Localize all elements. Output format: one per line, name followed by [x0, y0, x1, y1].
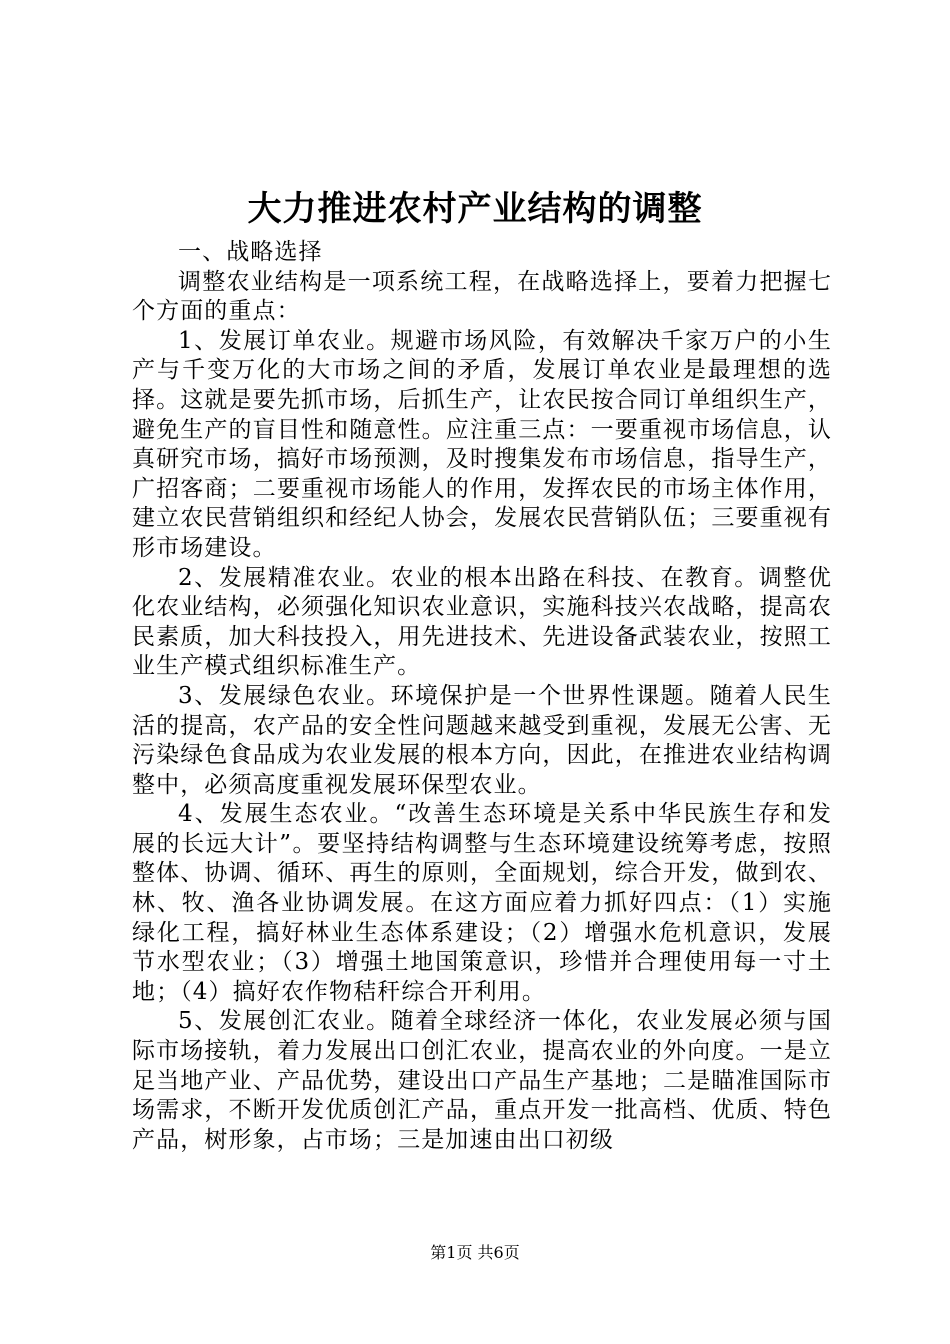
- paragraph-green-agriculture: 3、发展绿色农业。环境保护是一个世界性课题。随着人民生活的提高，农产品的安全性问题越来越受到重视，发展无公害、无污染绿色食品成为农业发展的根本方向，因此，在推进农业结构调整中，必须高度重视发展环保型农业。: [132, 682, 832, 798]
- document-title: 大力推进农村产业结构的调整: [247, 189, 703, 229]
- paragraph-order-agriculture: 1、发展订单农业。规避市场风险，有效解决千家万户的小生产与千变万化的大市场之间的矛盾，发展订单农业是最理想的选择。这就是要先抓市场，后抓生产，让农民按合同订单组织生产，避免生产的盲目性和随意性。应注重三点：一要重视市场信息，认真研究市场，搞好市场预测，及时搜集发布市场信息，指导生产，广招客商；二要重视市场能人的作用，发挥农民的市场主体作用，建立农民营销组织和经纪人协会，发展农民营销队伍；三要重视有形市场建设。: [132, 327, 832, 561]
- paragraph-export-agriculture: 5、发展创汇农业。随着全球经济一体化，农业发展必须与国际市场接轨，着力发展出口创汇农业，提高农业的外向度。一是立足当地产业、产品优势，建设出口产品生产基地；二是瞄准国际市场需求，不断开发优质创汇产品，重点开发一批高档、优质、特色产品，树形象，占市场；三是加速由出口初级: [132, 1008, 832, 1153]
- document-body: [132, 238, 832, 1155]
- paragraph-precision-agriculture: 2、发展精准农业。农业的根本出路在科技、在教育。调整优化农业结构，必须强化知识农业意识，实施科技兴农战略，提高农民素质，加大科技投入，用先进技术、先进设备武装农业，按照工业生产模式组织标准生产。: [132, 564, 832, 680]
- page-footer: 第1页 共6页: [430, 1243, 520, 1262]
- section-heading: 一、战略选择: [178, 239, 323, 265]
- intro-paragraph: 调整农业结构是一项系统工程，在战略选择上，要着力把握七个方面的重点：: [132, 268, 832, 325]
- paragraph-ecological-agriculture: 4、发展生态农业。“改善生态环境是关系中华民族生存和发展的长远大计”。要坚持结构调整与生态环境建设统筹考虑，按照整体、协调、循环、再生的原则，全面规划，综合开发，做到农、林、牧、渔各业协调发展。在这方面应着力抓好四点：（1）实施绿化工程，搞好林业生态体系建设；（2）增强水危机意识，发展节水型农业；（3）增强土地国策意识，珍惜并合理使用每一寸土地；（4）搞好农作物秸秆综合开利用。: [132, 801, 832, 1005]
